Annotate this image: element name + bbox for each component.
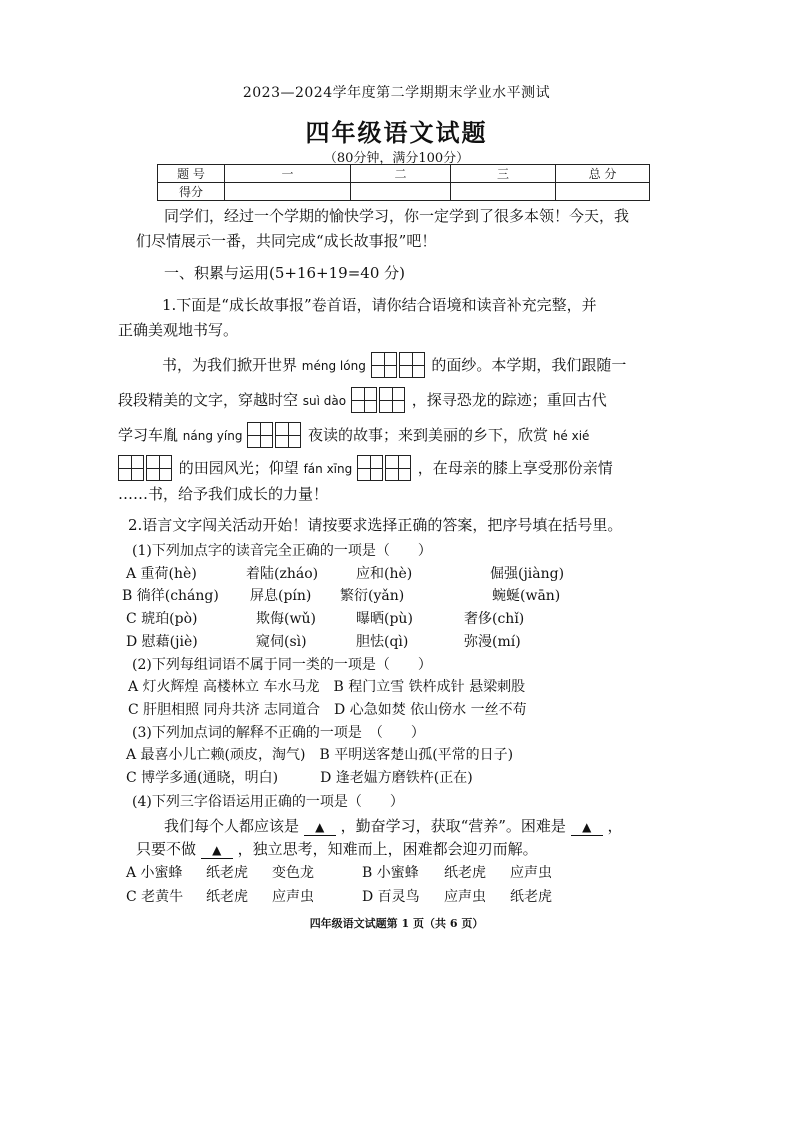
- pinyin: náng yíng: [182, 429, 243, 443]
- option-word: 蜿蜒(wān): [492, 588, 561, 604]
- q1-para-line-3: [118, 422, 589, 452]
- q1-text: 书，为我们掀开世界: [162, 356, 298, 374]
- score-input-cell[interactable]: [451, 183, 556, 201]
- option-word: 弥漫(mí): [464, 634, 521, 650]
- option-word: A 小蜜蜂: [126, 865, 183, 881]
- score-input-cell[interactable]: [225, 183, 351, 201]
- score-table-cell: 三: [451, 165, 556, 183]
- pinyin: fán xīng: [303, 462, 353, 476]
- q1-text: ，探寻恐龙的踪迹；重回古代: [411, 391, 607, 409]
- q2-1-option-b[interactable]: [122, 585, 560, 605]
- option-word: 窥伺(sì): [256, 634, 307, 650]
- score-table-cell: 一: [225, 165, 351, 183]
- intro-line-2: 们尽情展示一番，共同完成“成长故事报”吧！: [136, 232, 437, 250]
- q1-para-line-4: [118, 455, 613, 485]
- q2-4-passage-line-1: [164, 815, 623, 836]
- option-word: D 百灵鸟: [362, 889, 420, 905]
- option-word: 纸老虎: [206, 865, 248, 881]
- answer-blank[interactable]: [304, 817, 336, 836]
- passage-text: ，独立思考，知难而上，困难都会迎刃而解。: [237, 840, 538, 858]
- option-word: 倔强(jiàng): [490, 566, 565, 582]
- q2-3-options-cd[interactable]: C 博学多通(通晓，明白) D 逢老媪方磨铁杵(正在): [126, 770, 473, 786]
- option-word: B 小蜜蜂: [362, 865, 419, 881]
- q1-text: 的田园风光；仰望: [178, 459, 299, 477]
- q1-stem-line-1: 1.下面是“成长故事报”卷首语，请你结合语境和读音补充完整，并: [162, 296, 597, 314]
- triangle-marker-icon: ▲: [582, 820, 592, 834]
- option-word: 纸老虎: [444, 865, 486, 881]
- option-word: 繁衍(yǎn): [340, 588, 405, 604]
- option-word: 纸老虎: [510, 889, 552, 905]
- option-word: 奢侈(chǐ): [464, 611, 525, 627]
- q1-text: 的面纱。本学期，我们跟随一: [431, 356, 627, 374]
- passage-text: 只要不做: [136, 840, 197, 858]
- score-table: [157, 164, 650, 201]
- score-table-score-row: [158, 183, 650, 201]
- q2-4-options-cd[interactable]: [126, 886, 552, 906]
- q1-para-line-1: [162, 352, 626, 382]
- intro-line-1: 同学们，经过一个学期的愉快学习，你一定学到了很多本领！今天，我: [164, 207, 630, 225]
- score-input-cell[interactable]: [556, 183, 650, 201]
- q2-3-stem: (3)下列加点词的解释不正确的一项是 （ ）: [132, 725, 425, 741]
- q2-4-stem: (4)下列三字俗语运用正确的一项是（ ）: [132, 794, 404, 810]
- option-word: 着陆(zháo): [246, 566, 319, 582]
- score-table-header-row: [158, 165, 650, 183]
- score-table-cell: 题 号: [158, 165, 225, 183]
- passage-text: ，: [607, 817, 623, 835]
- passage-text: ，勤奋学习，获取“营养”。困难是: [340, 817, 566, 835]
- q2-2-options-ab[interactable]: A 灯火辉煌 高楼林立 车水马龙 B 程门立雪 铁杵成针 悬梁刺股: [128, 679, 526, 695]
- answer-blank[interactable]: [571, 817, 603, 836]
- q2-2-options-cd[interactable]: C 肝胆相照 同舟共济 志同道合 D 心急如焚 依山傍水 一丝不苟: [128, 702, 527, 718]
- option-word: 应和(hè): [356, 566, 413, 582]
- passage-text: 我们每个人都应该是: [164, 817, 300, 835]
- option-word: 胆怯(qì): [356, 634, 409, 650]
- option-word: 应声虫: [510, 865, 552, 881]
- answer-blank[interactable]: [201, 840, 233, 859]
- q2-4-passage-line-2: [136, 838, 538, 859]
- q1-para-line-2: [118, 387, 607, 417]
- option-word: A 重荷(hè): [126, 566, 197, 582]
- q1-stem-line-2: 正确美观地书写。: [118, 321, 239, 339]
- q2-1-option-d[interactable]: [126, 631, 521, 651]
- option-word: 曝晒(pù): [356, 611, 413, 627]
- option-word: 纸老虎: [206, 889, 248, 905]
- option-word: 欺侮(wǔ): [256, 611, 316, 627]
- q2-1-stem: (1)下列加点字的读音完全正确的一项是（ ）: [132, 543, 432, 559]
- option-word: C 琥珀(pò): [126, 611, 198, 627]
- pinyin: suì dào: [302, 394, 347, 408]
- q1-text: 段段精美的文字，穿越时空: [118, 391, 299, 409]
- section-1-title: 一、积累与运用(5+16+19=40 分): [164, 264, 405, 282]
- score-table-cell: 总 分: [556, 165, 650, 183]
- writing-grid[interactable]: [351, 387, 407, 417]
- q2-title: 2.语言文字闯关活动开始！请按要求选择正确的答案，把序号填在括号里。: [128, 516, 623, 534]
- option-word: 应声虫: [272, 889, 314, 905]
- q2-3-options-ab[interactable]: A 最喜小儿亡赖(顽皮，淘气) B 平明送客楚山孤(平常的日子): [126, 747, 514, 763]
- time-score: （80分钟，满分100分）: [323, 151, 470, 166]
- triangle-marker-icon: ▲: [315, 820, 325, 834]
- writing-grid[interactable]: [247, 422, 303, 452]
- option-word: 变色龙: [272, 865, 314, 881]
- score-table-cell: 二: [351, 165, 451, 183]
- option-word: 屏息(pín): [250, 588, 312, 604]
- option-word: D 慰藉(jiè): [126, 634, 198, 650]
- writing-grid[interactable]: [118, 455, 174, 485]
- q2-4-options-ab[interactable]: [126, 862, 552, 882]
- q1-text: 夜读的故事；来到美丽的乡下，欣赏: [308, 426, 549, 444]
- triangle-marker-icon: ▲: [212, 843, 222, 857]
- q2-2-stem: (2)下列每组词语不属于同一类的一项是（ ）: [132, 657, 432, 673]
- q1-para-line-5: ……书，给予我们成长的力量！: [118, 485, 329, 503]
- option-word: C 老黄牛: [126, 889, 184, 905]
- pinyin: hé xié: [552, 429, 590, 443]
- q2-1-option-c[interactable]: [126, 608, 524, 628]
- pinyin: méng lóng: [301, 359, 366, 373]
- option-word: 应声虫: [444, 889, 486, 905]
- q1-text: 学习车胤: [118, 426, 179, 444]
- writing-grid[interactable]: [371, 352, 427, 382]
- score-table-cell: 得分: [158, 183, 225, 201]
- score-input-cell[interactable]: [351, 183, 451, 201]
- exam-title: 2023—2024学年度第二学期期末学业水平测试: [242, 85, 551, 101]
- q2-1-option-a[interactable]: [126, 563, 564, 583]
- option-word: B 徜徉(cháng): [122, 588, 219, 604]
- page-footer: 四年级语文试题第 1 页（共 6 页）: [309, 917, 484, 930]
- writing-grid[interactable]: [357, 455, 413, 485]
- subject-title: 四年级语文试题: [305, 118, 488, 147]
- q1-text: ，在母亲的膝上享受那份亲情: [417, 459, 613, 477]
